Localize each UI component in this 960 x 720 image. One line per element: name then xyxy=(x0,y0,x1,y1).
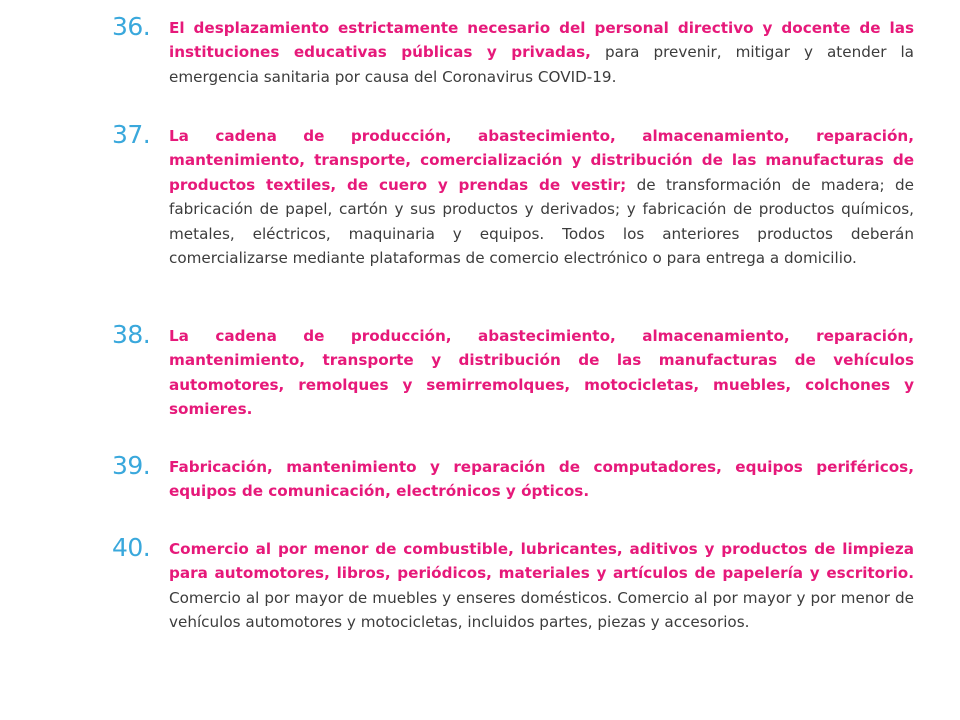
item-bold-text: La cadena de producción, abastecimiento, almacenamiento, reparación, mantenimiento, transporte, comercialización y distribución de las manufacturas de productos textiles, de cuero y prendas de vestir; xyxy=(169,127,914,194)
item-number: 39. xyxy=(112,451,151,480)
item-bold-text: Comercio al por menor de combustible, lubricantes, aditivos y productos de limpieza para automotores, libros, periódicos, materiales y artículos de papelería y escritorio. xyxy=(169,540,914,583)
list-item-40 xyxy=(112,533,916,635)
item-plain-text: Comercio al por mayor de muebles y enseres domésticos. Comercio al por mayor y por menor de vehículos automotores y motocicletas, incluidos partes, piezas y accesorios. xyxy=(169,588,914,632)
list-item-39 xyxy=(112,451,916,504)
list-item-38 xyxy=(112,320,916,422)
item-plain-text: para prevenir, mitigar y atender la emergencia sanitaria por causa del Coronavirus COVID-19. xyxy=(169,43,914,86)
item-number: 37. xyxy=(112,120,151,149)
item-text xyxy=(169,124,914,270)
item-text xyxy=(169,537,914,635)
item-bold-text: La cadena de producción, abastecimiento, almacenamiento, reparación, mantenimiento, transporte y distribución de las manufacturas de vehículos automotores, remolques y semirremolques, motocicletas, muebles, colchones y somieres. xyxy=(169,327,914,419)
item-number: 40. xyxy=(112,533,151,562)
list-item-37 xyxy=(112,120,916,270)
item-number: 38. xyxy=(112,320,151,349)
item-text xyxy=(169,16,914,89)
list-item-36 xyxy=(112,12,916,89)
item-bold-text: Fabricación, mantenimiento y reparación de computadores, equipos periféricos, equipos de comunicación, electrónicos y ópticos. xyxy=(169,458,914,501)
item-text xyxy=(169,324,914,422)
item-text xyxy=(169,455,914,504)
item-plain-text: de transformación de madera; de fabricación de papel, cartón y sus productos y derivados; y fabricación de productos químicos, metales, eléctricos, maquinaria y equipos. Todos los anteriores productos deberán comercializarse mediante plataformas de comercio electrónico o para entrega a domicilio. xyxy=(169,175,915,268)
item-bold-text: El desplazamiento estrictamente necesario del personal directivo y docente de las instituciones educativas públicas y privadas, xyxy=(169,19,914,62)
item-number: 36. xyxy=(112,12,151,41)
